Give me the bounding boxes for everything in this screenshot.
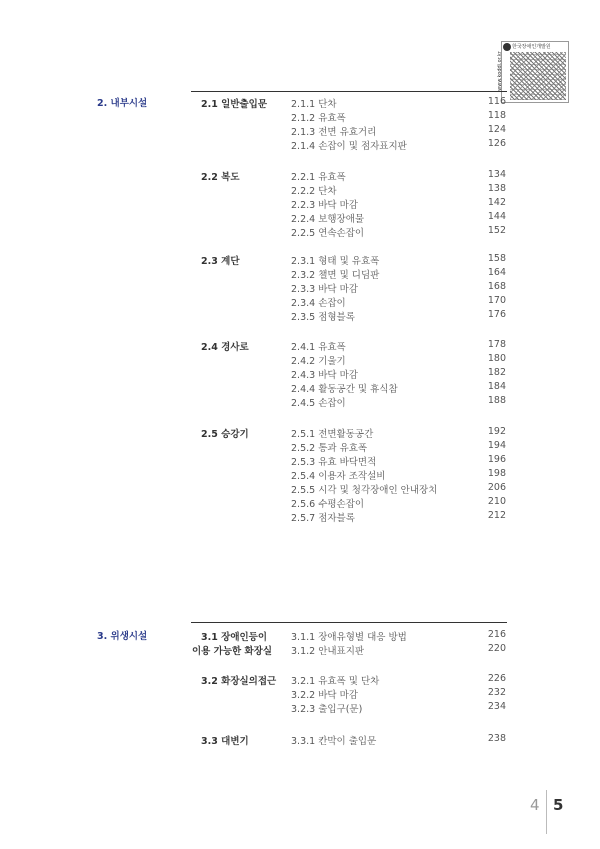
section-title: 3. 위생시설: [97, 631, 148, 642]
entry-name: 2.5.7 점자블록: [291, 513, 355, 524]
entry-name: 3.1.1 장애유형별 대응 방법: [291, 632, 407, 643]
entry-name: 2.2.1 유효폭: [291, 172, 346, 183]
toc-entry[interactable]: [0, 440, 600, 454]
entry-page: 182: [487, 367, 506, 378]
toc-entry[interactable]: [0, 426, 600, 440]
entry-page: 116: [487, 96, 506, 107]
divider: [191, 91, 507, 92]
entry-name: 2.4.3 바닥 마감: [291, 370, 358, 381]
entry-page: 192: [487, 426, 506, 437]
toc-entry[interactable]: [0, 367, 600, 381]
toc-entry[interactable]: [0, 96, 600, 110]
entry-name: 2.1.1 단차: [291, 99, 337, 110]
entry-page: 178: [487, 339, 506, 350]
entry-name: 2.5.2 통과 유효폭: [291, 443, 368, 454]
group-title: 3.1 장애인등이: [201, 632, 268, 643]
toc-entry[interactable]: [0, 496, 600, 510]
entry-page: 232: [487, 687, 506, 698]
toc-entry[interactable]: [0, 339, 600, 353]
entry-name: 2.4.2 기울기: [291, 356, 346, 367]
toc-entry[interactable]: [0, 169, 600, 183]
entry-page: 194: [487, 440, 506, 451]
entry-name: 2.4.5 손잡이: [291, 398, 346, 409]
toc-entry[interactable]: [0, 643, 600, 657]
entry-page: 238: [487, 733, 506, 744]
group-title-line2: 이용 가능한 화장실: [192, 646, 273, 657]
toc-entry[interactable]: [0, 197, 600, 211]
group-title: 2.5 승강기: [201, 429, 249, 440]
entry-page: 158: [487, 253, 506, 264]
entry-page: 220: [487, 643, 506, 654]
entry-name: 3.2.3 출입구(문): [291, 704, 363, 715]
entry-page: 216: [487, 629, 506, 640]
entry-name: 2.4.1 유효폭: [291, 342, 346, 353]
divider: [191, 622, 507, 623]
toc-entry[interactable]: [0, 124, 600, 138]
toc-entry[interactable]: [0, 629, 600, 643]
toc-entry[interactable]: [0, 510, 600, 524]
entry-name: 2.3.3 바닥 마감: [291, 284, 358, 295]
entry-name: 2.5.6 수평손잡이: [291, 499, 365, 510]
entry-page: 134: [487, 169, 506, 180]
group-title: 3.3 대변기: [201, 736, 249, 747]
toc-entry[interactable]: [0, 395, 600, 409]
toc-entry[interactable]: [0, 110, 600, 124]
entry-name: 2.2.3 바닥 마감: [291, 200, 358, 211]
entry-page: 118: [487, 110, 506, 121]
entry-page: 142: [487, 197, 506, 208]
qr-side-text: www.koddi.or.kr: [496, 51, 503, 91]
entry-page: 124: [487, 124, 506, 135]
toc-entry[interactable]: [0, 309, 600, 323]
toc-entry[interactable]: [0, 381, 600, 395]
entry-name: 2.2.2 단차: [291, 186, 337, 197]
toc-entry[interactable]: [0, 673, 600, 687]
toc-entry[interactable]: [0, 253, 600, 267]
entry-name: 2.1.3 전면 유효거리: [291, 127, 377, 138]
page-number-left: 4: [530, 796, 540, 814]
entry-page: 126: [487, 138, 506, 149]
group-title: 3.2 화장실의접근: [201, 676, 277, 687]
entry-name: 2.2.5 연속손잡이: [291, 228, 365, 239]
toc-entry[interactable]: [0, 687, 600, 701]
toc-entry[interactable]: [0, 138, 600, 152]
entry-name: 2.3.1 형태 및 유효폭: [291, 256, 380, 267]
entry-page: 184: [487, 381, 506, 392]
entry-page: 226: [487, 673, 506, 684]
entry-page: 164: [487, 267, 506, 278]
toc-entry[interactable]: [0, 353, 600, 367]
entry-page: 168: [487, 281, 506, 292]
entry-name: 2.2.4 보행장애물: [291, 214, 365, 225]
entry-page: 196: [487, 454, 506, 465]
entry-page: 138: [487, 183, 506, 194]
entry-page: 176: [487, 309, 506, 320]
entry-name: 2.5.1 전면활동공간: [291, 429, 374, 440]
entry-name: 3.2.1 유효폭 및 단차: [291, 676, 380, 687]
entry-name: 2.5.4 이용자 조작설비: [291, 471, 386, 482]
entry-name: 2.3.4 손잡이: [291, 298, 346, 309]
entry-name: 3.2.2 바닥 마감: [291, 690, 358, 701]
entry-page: 212: [487, 510, 506, 521]
toc-entry[interactable]: [0, 295, 600, 309]
toc-entry[interactable]: [0, 183, 600, 197]
toc-entry[interactable]: [0, 454, 600, 468]
toc-entry[interactable]: [0, 468, 600, 482]
entry-name: 3.1.2 안내표지판: [291, 646, 365, 657]
entry-page: 234: [487, 701, 506, 712]
entry-name: 2.1.2 유효폭: [291, 113, 346, 124]
entry-name: 2.3.5 점형블록: [291, 312, 355, 323]
entry-page: 180: [487, 353, 506, 364]
toc-entry[interactable]: [0, 225, 600, 239]
group-title: 2.2 복도: [201, 172, 240, 183]
qr-pattern: [510, 52, 566, 100]
entry-page: 144: [487, 211, 506, 222]
toc-entry[interactable]: [0, 211, 600, 225]
entry-name: 3.3.1 칸막이 출입문: [291, 736, 377, 747]
entry-page: 152: [487, 225, 506, 236]
entry-page: 210: [487, 496, 506, 507]
entry-page: 198: [487, 468, 506, 479]
page-number-divider: [546, 790, 547, 834]
entry-page: 188: [487, 395, 506, 406]
entry-page: 170: [487, 295, 506, 306]
toc-entry[interactable]: [0, 267, 600, 281]
entry-page: 206: [487, 482, 506, 493]
qr-code: [496, 41, 569, 103]
entry-name: 2.5.5 시각 및 청각장애인 안내장치: [291, 485, 438, 496]
logo-badge-icon: [503, 43, 511, 51]
entry-name: 2.5.3 유효 바닥면적: [291, 457, 377, 468]
toc-entry[interactable]: [0, 701, 600, 715]
qr-label: 한국장애인개발원: [512, 44, 551, 50]
entry-name: 2.3.2 챌면 및 디딤판: [291, 270, 380, 281]
toc-entry[interactable]: [0, 733, 600, 747]
group-title: 2.3 계단: [201, 256, 240, 267]
page-number-right: 5: [553, 796, 564, 814]
toc-entry[interactable]: [0, 281, 600, 295]
group-title: 2.4 경사로: [201, 342, 249, 353]
toc-entry[interactable]: [0, 482, 600, 496]
entry-name: 2.4.4 활동공간 및 휴식참: [291, 384, 398, 395]
entry-name: 2.1.4 손잡이 및 점자표지판: [291, 141, 407, 152]
group-title: 2.1 일반출입문: [201, 99, 268, 110]
section-title: 2. 내부시설: [97, 98, 148, 109]
